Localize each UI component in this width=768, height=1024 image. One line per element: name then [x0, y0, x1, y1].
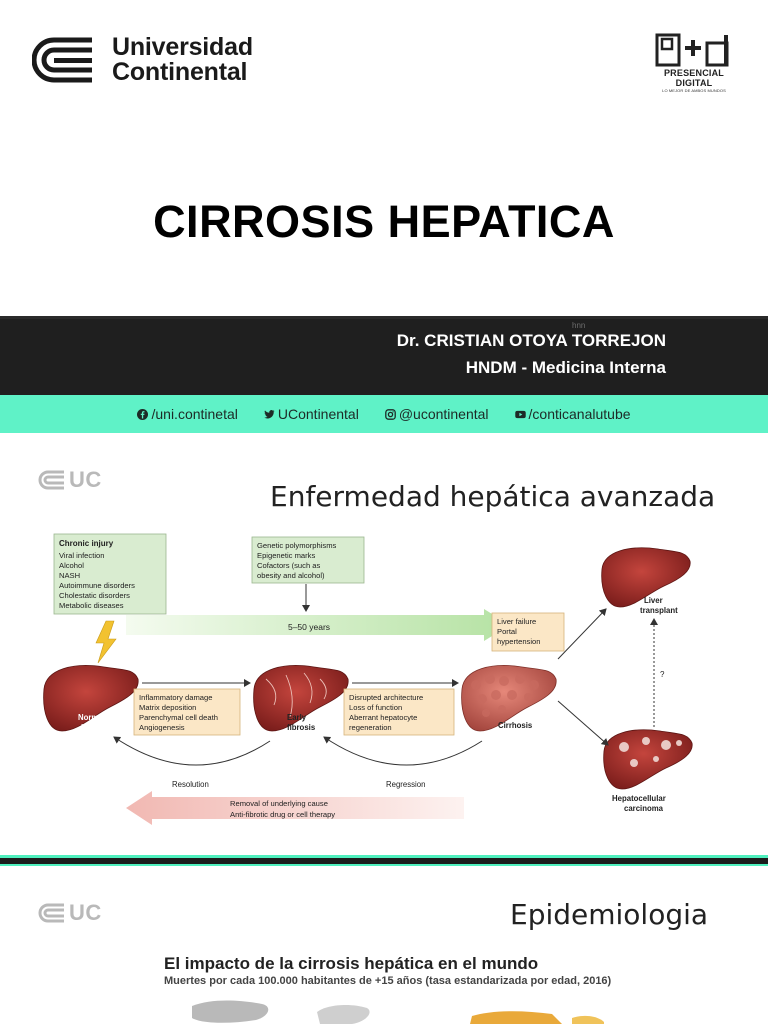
process-item: Angiogenesis — [139, 723, 185, 732]
partner-tagline: LO MEJOR DE AMBOS MUNDOS — [662, 88, 726, 93]
transplant-label: Liver — [644, 596, 663, 605]
regression-label: Regression — [386, 780, 426, 789]
map-continent — [470, 1011, 562, 1024]
advanced-liver-disease-slide — [0, 433, 768, 855]
social-twitter[interactable] — [264, 406, 359, 422]
normal-liver-label: liver — [81, 723, 98, 732]
uc-small-logo-icon — [38, 902, 66, 924]
social-facebook-label: /uni.continetal — [151, 406, 238, 422]
normal-liver-label: Normal — [78, 713, 105, 722]
transplant-label: transplant — [640, 606, 678, 615]
world-map-figure — [152, 948, 630, 1024]
injury-item: Metabolic diseases — [59, 601, 124, 610]
author-name: Dr. CRISTIAN OTOYA TORREJON — [396, 331, 666, 350]
pd-logo-icon — [655, 33, 733, 67]
diagram-canvas — [34, 529, 720, 842]
hcc-label: Hepatocellular — [612, 794, 666, 803]
author-band — [0, 316, 768, 395]
youtube-icon — [515, 409, 526, 420]
injury-item: Alcohol — [59, 561, 84, 570]
uc-small-logo-text: UC — [69, 467, 102, 492]
instagram-icon — [385, 409, 396, 420]
cofactor-item: Cofactors (such as — [257, 561, 321, 570]
process-item: regeneration — [349, 723, 392, 732]
chronic-injury-heading: Chronic injury — [59, 539, 114, 548]
map-subtitle: Muertes por cada 100.000 habitantes de +15 años (tasa estandarizada por edad, 2016) — [164, 975, 612, 987]
slide-title: Enfermedad hepática avanzada — [270, 480, 716, 513]
outcome-item: Liver failure — [497, 617, 537, 626]
therapy-item: Anti-fibrotic drug or cell therapy — [230, 810, 336, 819]
world-map-preview — [152, 994, 630, 1024]
process-item: Parenchymal cell death — [139, 713, 218, 722]
outcome-item: Portal — [497, 627, 517, 636]
liver-disease-progression-diagram — [34, 529, 720, 842]
uc-logo-icon — [32, 34, 100, 86]
brand-name — [112, 35, 253, 85]
therapy-item: Removal of underlying cause — [230, 799, 328, 808]
cofactor-item: Epigenetic marks — [257, 551, 316, 560]
social-instagram[interactable] — [385, 406, 489, 422]
uc-small-logo-text: UC — [69, 900, 102, 925]
twitter-icon — [264, 409, 275, 420]
epidemiology-slide — [0, 866, 768, 1024]
resolution-label: Resolution — [172, 780, 209, 789]
injury-item: Autoimmune disorders — [59, 581, 135, 590]
partner-name: PRESENCIAL DIGITAL — [663, 68, 724, 88]
process-item: Disrupted architecture — [349, 693, 424, 702]
social-youtube[interactable] — [515, 406, 631, 422]
social-links-band — [0, 395, 768, 433]
process-item: Inflammatory damage — [139, 693, 213, 702]
social-twitter-label: UContinental — [277, 406, 359, 422]
presencial-digital-logo — [652, 33, 736, 93]
process-item: Loss of function — [349, 703, 403, 712]
cirrhosis-label: Cirrhosis — [498, 721, 533, 730]
early-fibrosis-label: fibrosis — [287, 723, 316, 732]
facebook-icon — [137, 409, 148, 420]
outcome-item: hypertension — [497, 637, 541, 646]
social-facebook[interactable] — [137, 406, 237, 422]
presentation-title: CIRROSIS HEPATICA — [153, 196, 615, 247]
title-slide — [0, 0, 768, 433]
brand-line-1: Universidad — [112, 33, 253, 61]
question-mark: ? — [660, 670, 665, 679]
injury-item: NASH — [59, 571, 81, 580]
process-item: Matrix deposition — [139, 703, 197, 712]
uc-small-logo-icon — [38, 469, 66, 491]
cofactor-item: Genetic polymorphisms — [257, 541, 337, 550]
uc-small-logo — [38, 467, 102, 493]
hcc-label: carcinoma — [624, 804, 664, 813]
social-instagram-label: @ucontinental — [398, 406, 489, 422]
uc-small-logo — [38, 900, 102, 926]
injury-item: Cholestatic disorders — [59, 591, 130, 600]
brand-line-2: Continental — [112, 58, 248, 86]
slide-divider — [0, 855, 768, 866]
universidad-continental-logo — [32, 34, 253, 86]
early-fibrosis-label: Early — [287, 713, 307, 722]
map-title: El impacto de la cirrosis hepática en el mundo — [164, 954, 539, 973]
social-youtube-label: /conticanalutube — [528, 406, 631, 422]
injury-item: Viral infection — [59, 551, 105, 560]
timeline-label: 5–50 years — [287, 622, 331, 632]
map-continent — [192, 1001, 268, 1023]
process-item: Aberrant hepatocyte — [349, 713, 418, 722]
slide-title: Epidemiologia — [510, 898, 709, 931]
map-continent — [572, 1016, 604, 1024]
map-continent — [317, 1005, 370, 1024]
watermark-text: hnn — [572, 321, 586, 330]
cofactor-item: obesity and alcohol) — [257, 571, 325, 580]
author-institution: HNDM - Medicina Interna — [465, 358, 666, 377]
